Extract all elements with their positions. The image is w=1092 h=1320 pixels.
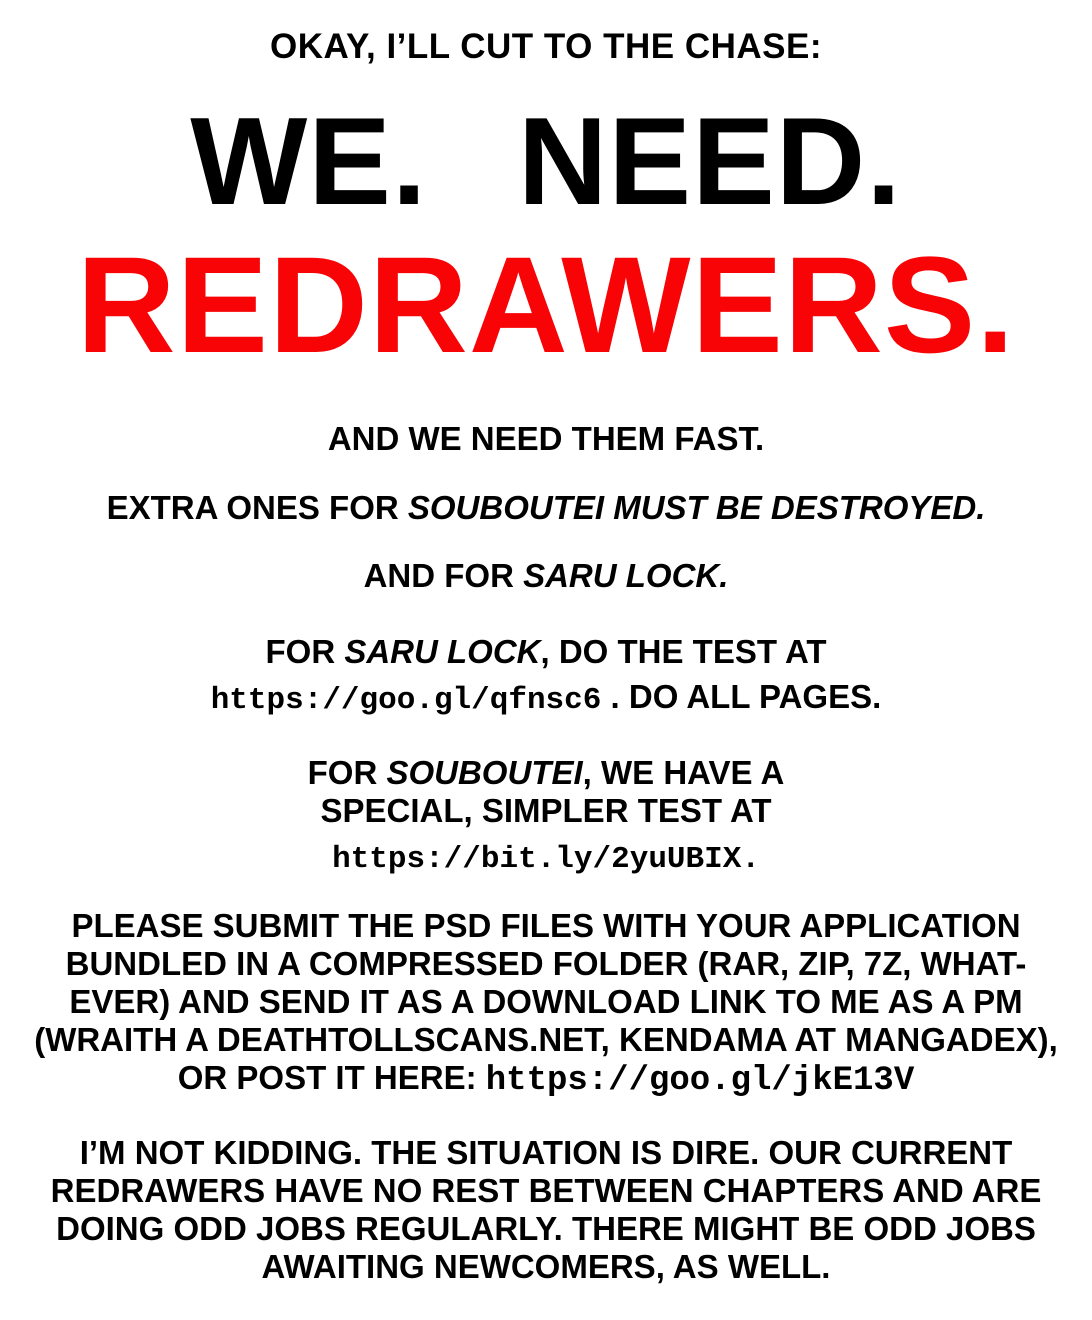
closing-paragraph [0,1134,1092,1286]
post-it-here-url: https://goo.gl/jkE13V [485,1062,915,1101]
saru-test-instruction-line [0,633,1092,671]
saru-test-url-line [0,678,1092,720]
saru-test-url: https://goo.gl/qfnsc6 [210,683,602,719]
saru-test-after-url: . DO ALL PAGES. [601,678,882,716]
saru-lock-series-title: SARU LOCK. [523,557,729,595]
and-for-prefix: AND FOR [363,557,524,595]
submission-line-3: EVER) AND SEND IT AS A DOWNLOAD LINK TO ME AS A PM [69,983,1023,1021]
headline-we-need: WE. NEED. [190,93,902,231]
souboutei-test-prefix: FOR [307,754,387,792]
submission-line-5 [0,1059,1092,1100]
souboutei-test-rest: , WE HAVE A [582,754,785,792]
headline-redrawers: REDRAWERS. [76,229,1016,383]
submission-line-4: (WRAITH A DEATHTOLLSCANS.NET, KENDAMA AT MANGADEX), [34,1021,1058,1059]
closing-line-1: I’M NOT KIDDING. THE SITUATION IS DIRE. OUR CURRENT [79,1134,1013,1172]
souboutei-test-url-line [0,837,1092,879]
need-fast-line: AND WE NEED THEM FAST. [327,420,765,458]
souboutei-test-block [0,754,1092,879]
saru-test-prefix: FOR [265,633,345,671]
closing-line-3: DOING ODD JOBS REGULARLY. THERE MIGHT BE ODD JOBS [56,1210,1036,1248]
closing-line-2: REDRAWERS HAVE NO REST BETWEEN CHAPTERS AND ARE [50,1172,1042,1210]
saru-lock-title: SARU LOCK [344,633,541,671]
souboutei-title: SOUBOUTEI [386,754,583,792]
souboutei-series-title: SOUBOUTEI MUST BE DESTROYED. [407,489,986,527]
extra-ones-line [0,489,1092,527]
submission-line-1: PLEASE SUBMIT THE PSD FILES WITH YOUR APPLICATION [71,907,1021,945]
intro-line: OKAY, I’LL CUT TO THE CHASE: [269,27,823,66]
souboutei-test-line1 [0,754,1092,792]
closing-line-4: AWAITING NEWCOMERS, AS WELL. [261,1248,831,1286]
submission-paragraph [0,907,1092,1100]
extra-ones-prefix: EXTRA ONES FOR [106,489,408,527]
souboutei-test-url: https://bit.ly/2yuUBIX. [332,842,760,878]
souboutei-test-line2: SPECIAL, SIMPLER TEST AT [320,792,772,830]
saru-lock-test-block [0,633,1092,720]
post-it-here-prefix: OR POST IT HERE: [177,1059,486,1097]
and-for-line [0,557,1092,595]
saru-test-rest: , DO THE TEST AT [540,633,827,671]
submission-line-2: BUNDLED IN A COMPRESSED FOLDER (RAR, ZIP, 7Z, WHAT- [65,945,1027,983]
